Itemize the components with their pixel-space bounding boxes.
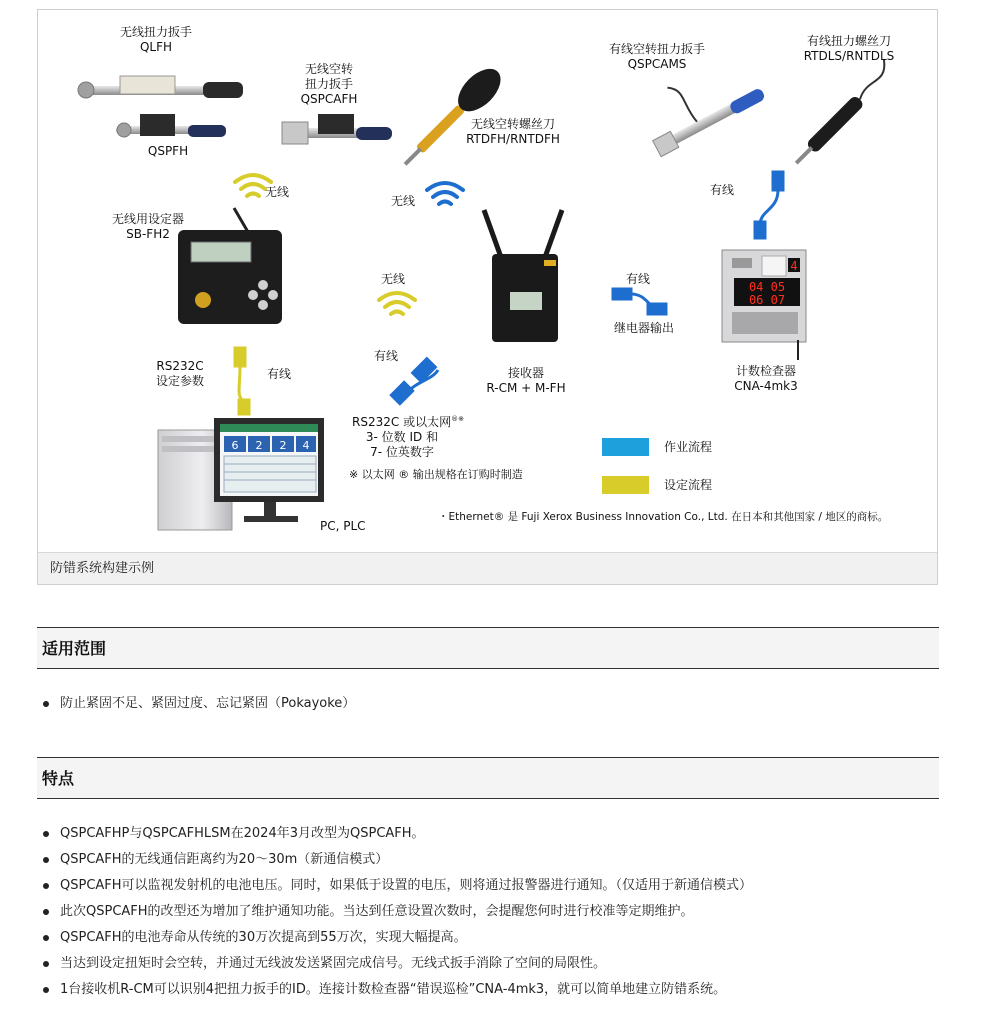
pc-screen-value: 2 [255, 439, 263, 452]
label-id-digits: 3- 位数 ID 和 7- 位英数字 [365, 430, 439, 459]
list-item: 防止紧固不足、紧固过度、忘记紧固（Pokayoke） [37, 691, 937, 717]
rtdls-screwdriver-image [789, 60, 897, 168]
label-ethernet-mark: ®※ [451, 415, 464, 423]
label-wired: 有线 [267, 367, 292, 381]
legend-setting-label: 设定流程 [664, 478, 713, 492]
wifi-icon [427, 183, 463, 204]
cna-counter-image [722, 250, 806, 360]
list-item: QSPCAFH可以监视发射机的电池电压。同时，如果低于设置的电压，则将通过报警器进行通知。（仅适用于新通信模式） [37, 873, 937, 899]
cna-row2-digits: 06 07 [748, 293, 786, 307]
list-item: 当达到设定扭矩时会空转，并通过无线波发送紧固完成信号。无线式扳手消除了空间的局限性。 [37, 951, 937, 977]
pc-screen-value: 6 [231, 439, 239, 452]
pc-screen-value: 4 [302, 439, 310, 452]
list-item: QSPCAFH的电池寿命从传统的30万次提高到55万次，实现大幅提高。 [37, 925, 937, 951]
qspfh-wrench-image [116, 114, 226, 137]
cna-side-digit: 4 [790, 259, 798, 273]
scope-list [37, 691, 937, 717]
label-pc-plc: PC, PLC [320, 519, 366, 533]
pc-screen-value: 2 [279, 439, 287, 452]
label-qspcams: 有线空转扭力扳手 QSPCAMS [608, 42, 705, 71]
features-heading: 特点 [37, 757, 939, 799]
label-qspcafh: 无线空转 扭力扳手 QSPCAFH [300, 62, 358, 106]
label-rs232c-ethernet [338, 412, 478, 430]
label-rs232c-settings: RS232C 设定参数 [155, 359, 204, 388]
label-wired: 有线 [626, 272, 651, 286]
label-qlfh: 无线扭力扳手 QLFH [119, 25, 192, 54]
wifi-icon [379, 293, 415, 314]
label-cna: 计数检查器 CNA-4mk3 [734, 364, 798, 393]
qlfh-wrench-image [78, 76, 243, 98]
trademark-note: ・Ethernet® 是 Fuji Xerox Business Innovation Co., Ltd. 在日本和其他国家 / 地区的商标。 [438, 511, 889, 523]
label-rtdfh: 无线空转螺丝刀 RTDFH/RNTDFH [466, 117, 560, 146]
label-sbfh2: 无线用设定器 SB-FH2 [111, 212, 184, 241]
label-wireless: 无线 [265, 185, 290, 199]
cable-icon [391, 359, 438, 404]
legend-setting-swatch [602, 476, 649, 494]
figure-caption: 防错系统构建示例 [38, 552, 937, 584]
system-diagram-figure [37, 9, 938, 585]
receiver-device-image [484, 210, 562, 342]
label-wired: 有线 [710, 183, 735, 197]
list-item: QSPCAFHP与QSPCAFHLSM在2024年3月改型为QSPCAFH。 [37, 821, 937, 847]
label-qspfh: QSPFH [147, 144, 189, 158]
list-item: QSPCAFH的无线通信距离约为20～30m（新通信模式） [37, 847, 937, 873]
scope-heading: 适用范围 [37, 627, 939, 669]
label-rtdls: 有线扭力螺丝刀 RTDLS/RNTDLS [803, 34, 895, 63]
ethernet-note: ※ 以太网 ® 输出规格在订购时制造 [349, 468, 523, 481]
list-item: 1台接收机R-CM可以识别4把扭力扳手的ID。连接计数检查器“错误巡检”CNA-4mk3，就可以简单地建立防错系统。 [37, 977, 937, 1003]
cable-icon [235, 348, 249, 414]
legend-work-swatch [602, 438, 649, 456]
label-relay: 继电器输出 [613, 321, 674, 335]
label-wireless: 无线 [381, 272, 406, 286]
pc-image [158, 418, 324, 530]
cna-row1-digits: 04 05 [748, 280, 786, 294]
cable-icon [613, 289, 666, 314]
features-list [37, 821, 937, 1003]
label-wired: 有线 [374, 349, 399, 363]
label-receiver: 接收器 R-CM + M-FH [486, 366, 566, 395]
list-item: 此次QSPCAFH的改型还为增加了维护通知功能。当达到任意设置次数时，会提醒您何时进行校准等定期维护。 [37, 899, 937, 925]
cable-icon [755, 172, 783, 238]
label-wireless: 无线 [391, 194, 416, 208]
legend-work-label: 作业流程 [664, 440, 713, 454]
label-rs232c-ethernet-text: RS232C 或以太网 [352, 415, 452, 429]
qspcafh-wrench-image [282, 114, 392, 144]
